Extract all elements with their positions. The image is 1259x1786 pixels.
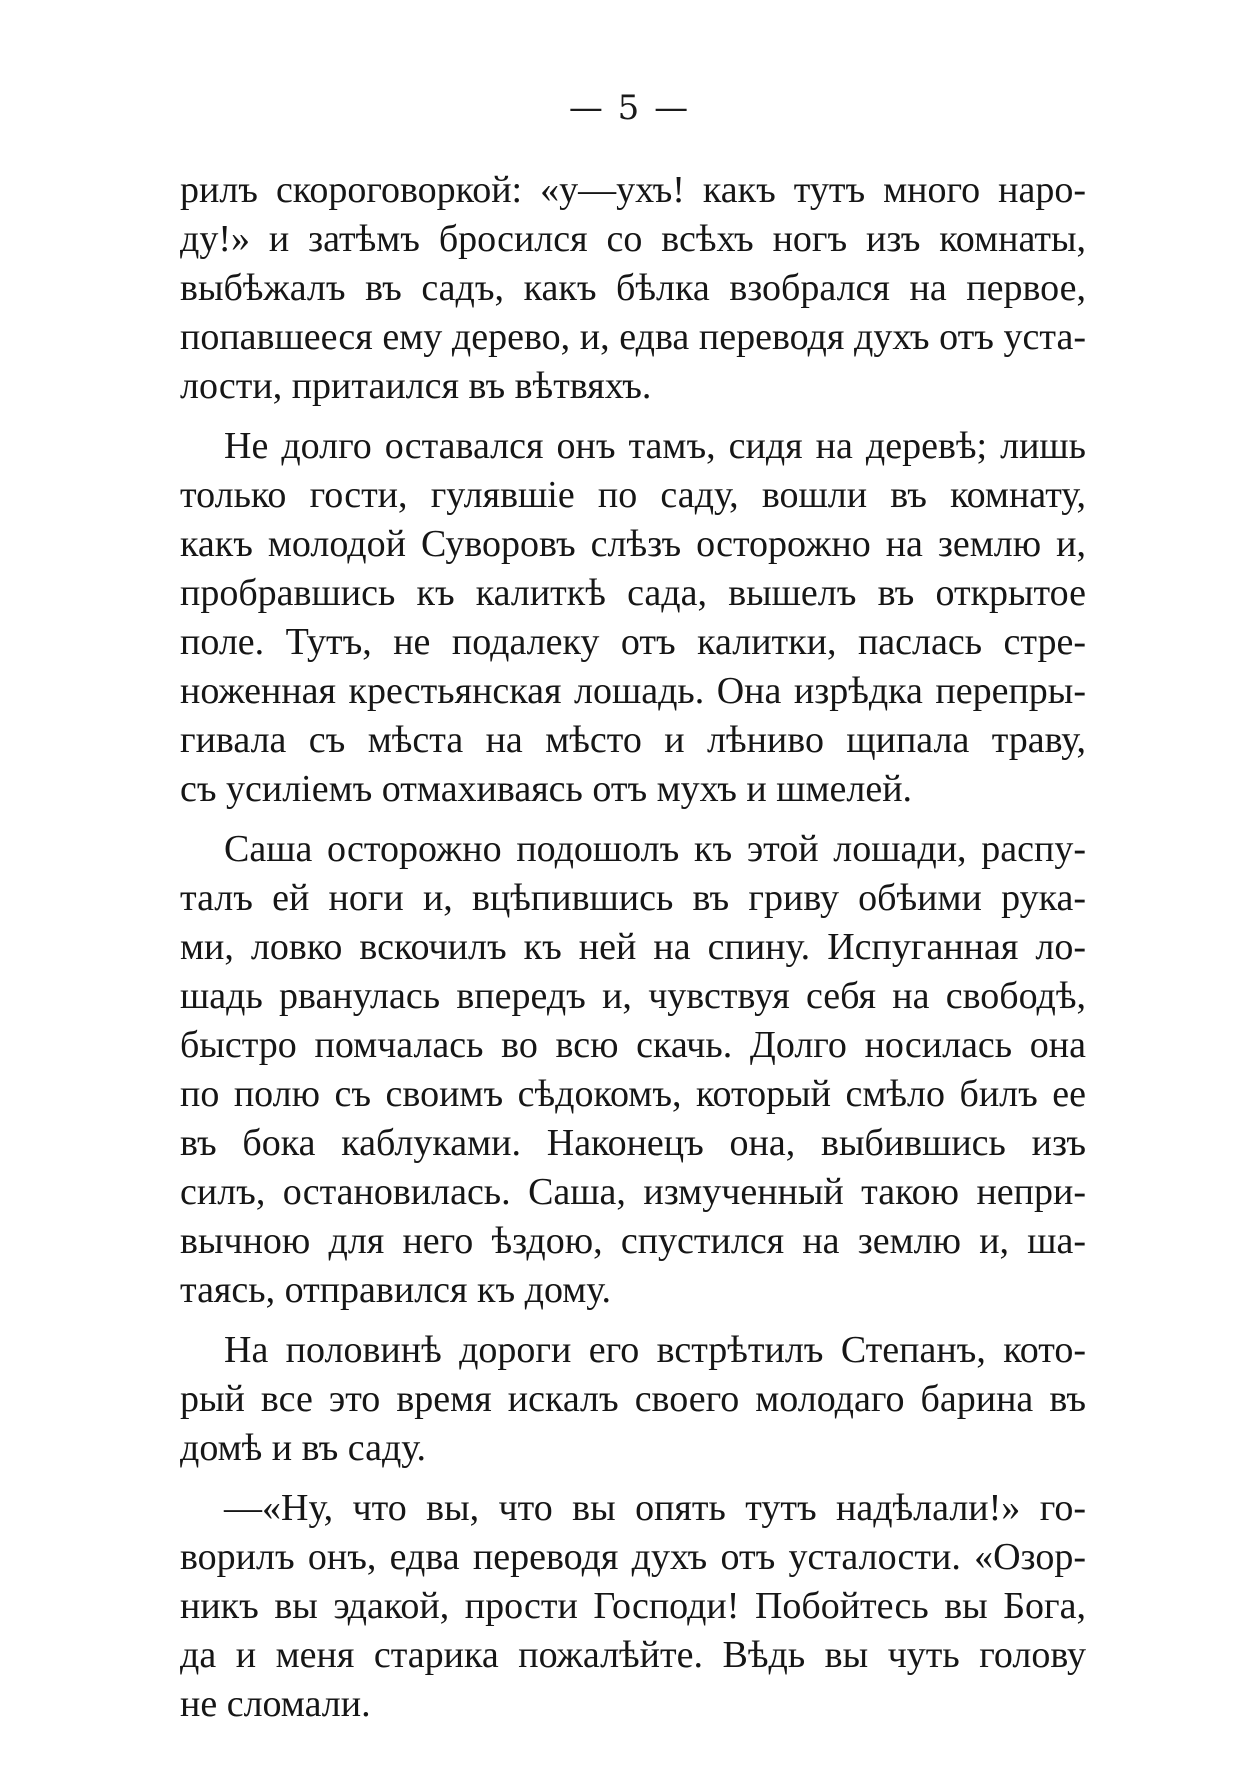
text-line: вычною для него ѣздою, спустился на землю и, ша- (180, 1220, 1086, 1262)
text-line: —«Ну, что вы, что вы опять тутъ надѣлали!» го- (224, 1487, 1086, 1529)
text-line: силъ, остановилась. Саша, измученный такою непри- (180, 1171, 1086, 1213)
text-line: Саша осторожно подошолъ къ этой лошади, распу- (224, 828, 1086, 870)
text-line: шадь рванулась впередъ и, чувствуя себя на свободѣ, (180, 975, 1086, 1017)
paragraph-5 (180, 1484, 1086, 1729)
text-line: какъ молодой Суворовъ слѣзъ осторожно на землю и, (180, 523, 1086, 565)
text-line: пробравшись къ калиткѣ сада, вышелъ въ открытое (180, 572, 1086, 614)
paragraph-4 (180, 1326, 1086, 1473)
text-line: На половинѣ дороги его встрѣтилъ Степанъ, кото- (224, 1329, 1086, 1371)
text-line: талъ ей ноги и, вцѣпившись въ гриву обѣими рука- (180, 877, 1086, 919)
text-line: быстро помчалась во всю скачь. Долго носилась она (180, 1024, 1086, 1066)
text-line: гивала съ мѣста на мѣсто и лѣниво щипала траву, (180, 719, 1086, 761)
body-text (180, 166, 1086, 1740)
paragraph-2 (180, 422, 1086, 814)
text-line: поле. Тутъ, не подалеку отъ калитки, паслась стре- (180, 621, 1086, 663)
text-line: рый все это время искалъ своего молодаго барина въ (180, 1378, 1086, 1420)
text-line: Не долго оставался онъ тамъ, сидя на деревѣ; лишь (224, 425, 1086, 467)
page-number: — 5 — (568, 88, 691, 128)
text-line: да и меня старика пожалѣйте. Вѣдь вы чуть голову (180, 1634, 1086, 1676)
text-line: ми, ловко вскочилъ къ ней на спину. Испуганная ло- (180, 926, 1086, 968)
text-line: таясь, отправился къ дому. (180, 1269, 611, 1311)
paragraph-1 (180, 166, 1086, 411)
text-line: съ усиліемъ отмахиваясь отъ мухъ и шмелей. (180, 768, 913, 810)
text-line: ду!» и затѣмъ бросился со всѣхъ ногъ изъ комнаты, (180, 218, 1086, 260)
paragraph-3 (180, 825, 1086, 1315)
text-line: рилъ скороговоркой: «у—ухъ! какъ тутъ много наро- (180, 169, 1086, 211)
text-line: не сломали. (180, 1683, 371, 1725)
text-line: никъ вы эдакой, прости Господи! Побойтесь вы Бога, (180, 1585, 1086, 1627)
text-line: въ бока каблуками. Наконецъ она, выбившись изъ (180, 1122, 1086, 1164)
text-line: домѣ и въ саду. (180, 1427, 426, 1469)
text-line: по полю съ своимъ сѣдокомъ, который смѣло билъ ее (180, 1073, 1086, 1115)
text-line: ворилъ онъ, едва переводя духъ отъ усталости. «Озор- (180, 1536, 1086, 1578)
text-line: попавшееся ему дерево, и, едва переводя духъ отъ уста- (180, 316, 1086, 358)
text-line: выбѣжалъ въ садъ, какъ бѣлка взобрался на первое, (180, 267, 1086, 309)
text-line: ноженная крестьянская лошадь. Она изрѣдка перепры- (180, 670, 1086, 712)
text-line: только гости, гулявшіе по саду, вошли въ комнату, (180, 474, 1086, 516)
text-line: лости, притаился въ вѣтвяхъ. (180, 365, 652, 407)
